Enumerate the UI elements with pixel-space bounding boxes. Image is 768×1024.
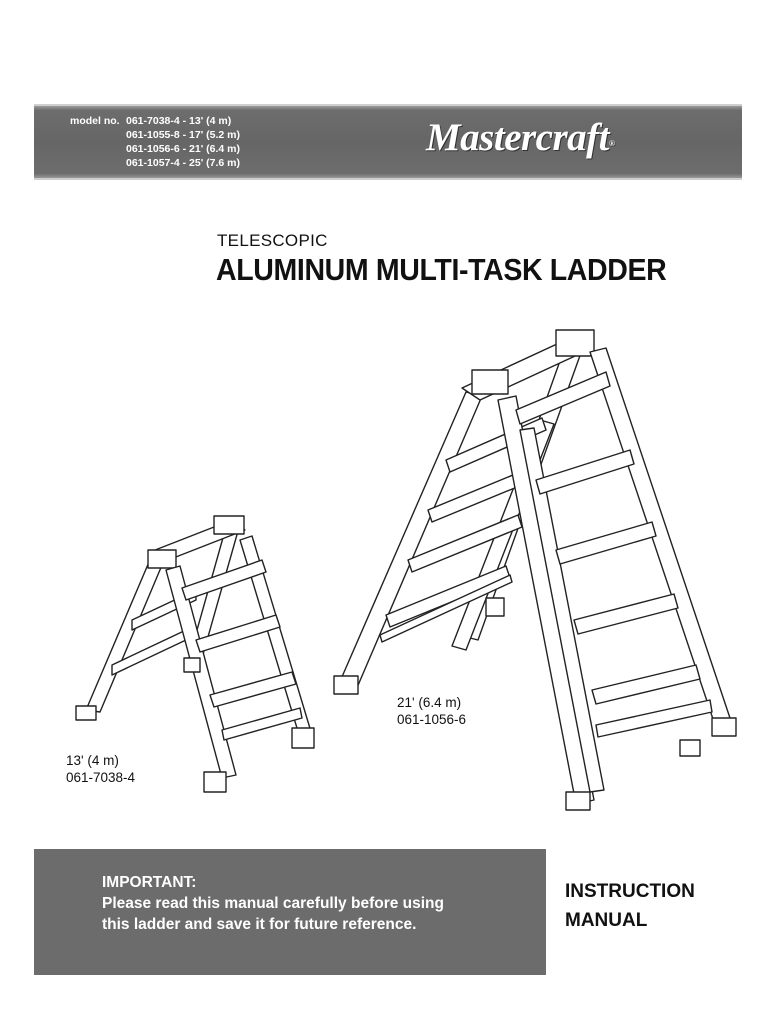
notice-line: this ladder and save it for future reference.	[102, 916, 417, 933]
instruction-manual-title	[565, 877, 695, 935]
model-number: 061-1057-4 - 25' (7.6 m)	[126, 157, 240, 169]
large-ladder-drawing	[334, 330, 736, 810]
notice-line: Please read this manual carefully before using	[102, 895, 444, 912]
ladder-size: 21' (6.4 m)	[397, 695, 462, 710]
ladder-size: 13' (4 m)	[66, 753, 119, 768]
manual-line: INSTRUCTION	[565, 881, 695, 902]
ladder-model: 061-7038-4	[66, 770, 136, 785]
model-number: 061-1055-8 - 17' (5.2 m)	[126, 129, 240, 141]
notice-heading: IMPORTANT:	[102, 874, 197, 891]
model-number: 061-1056-6 - 21' (6.4 m)	[126, 143, 240, 155]
brand-name: Mastercraft	[426, 116, 609, 159]
registered-mark: ®	[609, 139, 615, 148]
model-prefix: model no.	[70, 115, 120, 127]
model-number: 061-7038-4 - 13' (4 m)	[126, 115, 232, 127]
small-ladder-label	[66, 752, 135, 786]
ladder-model: 061-1056-6	[397, 712, 467, 727]
manual-line: MANUAL	[565, 910, 648, 931]
important-notice-text	[102, 872, 444, 935]
large-ladder-label	[397, 694, 466, 728]
product-title: ALUMINUM MULTI-TASK LADDER	[216, 252, 667, 287]
small-ladder-drawing	[76, 516, 314, 792]
product-subtitle: TELESCOPIC	[217, 231, 328, 250]
